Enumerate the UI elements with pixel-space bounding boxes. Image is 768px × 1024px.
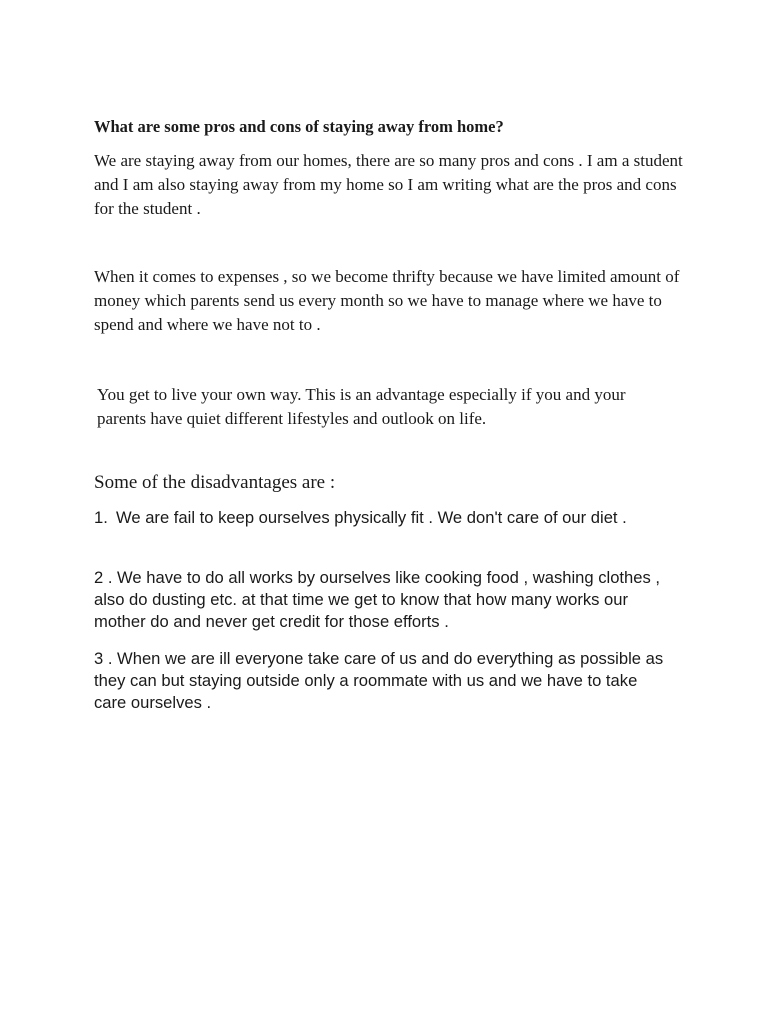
disadvantage-item-3: 3 . When we are ill everyone take care of us and do everything as possible as they can but staying outside only a roommate with us and we have to take care ourselves .	[94, 649, 664, 712]
list-item-number: 1.	[94, 508, 108, 527]
document-title: What are some pros and cons of staying away from home?	[94, 117, 504, 136]
disadvantage-item-1	[94, 507, 674, 529]
disadvantage-item-2: 2 . We have to do all works by ourselves like cooking food , washing clothes , also do dusting etc. at that time we get to know that how many works our mother do and never get credit for those efforts .	[94, 568, 661, 631]
disadvantages-heading: Some of the disadvantages are :	[94, 472, 336, 493]
list-item-text: We are fail to keep ourselves physically fit . We don't care of our diet .	[116, 508, 627, 527]
paragraph-expenses: When it comes to expenses , so we become thrifty because we have limited amount of money which parents send us every month so we have to manage where we have to spend and where we have not to .	[94, 267, 680, 334]
paragraph-intro: We are staying away from our homes, there are so many pros and cons . I am a student and I am also staying away from my home so I am writing what are the pros and cons for the student .	[94, 151, 683, 218]
paragraph-own-way: You get to live your own way. This is an advantage especially if you and your parents have quiet different lifestyles and outlook on life.	[97, 385, 626, 428]
